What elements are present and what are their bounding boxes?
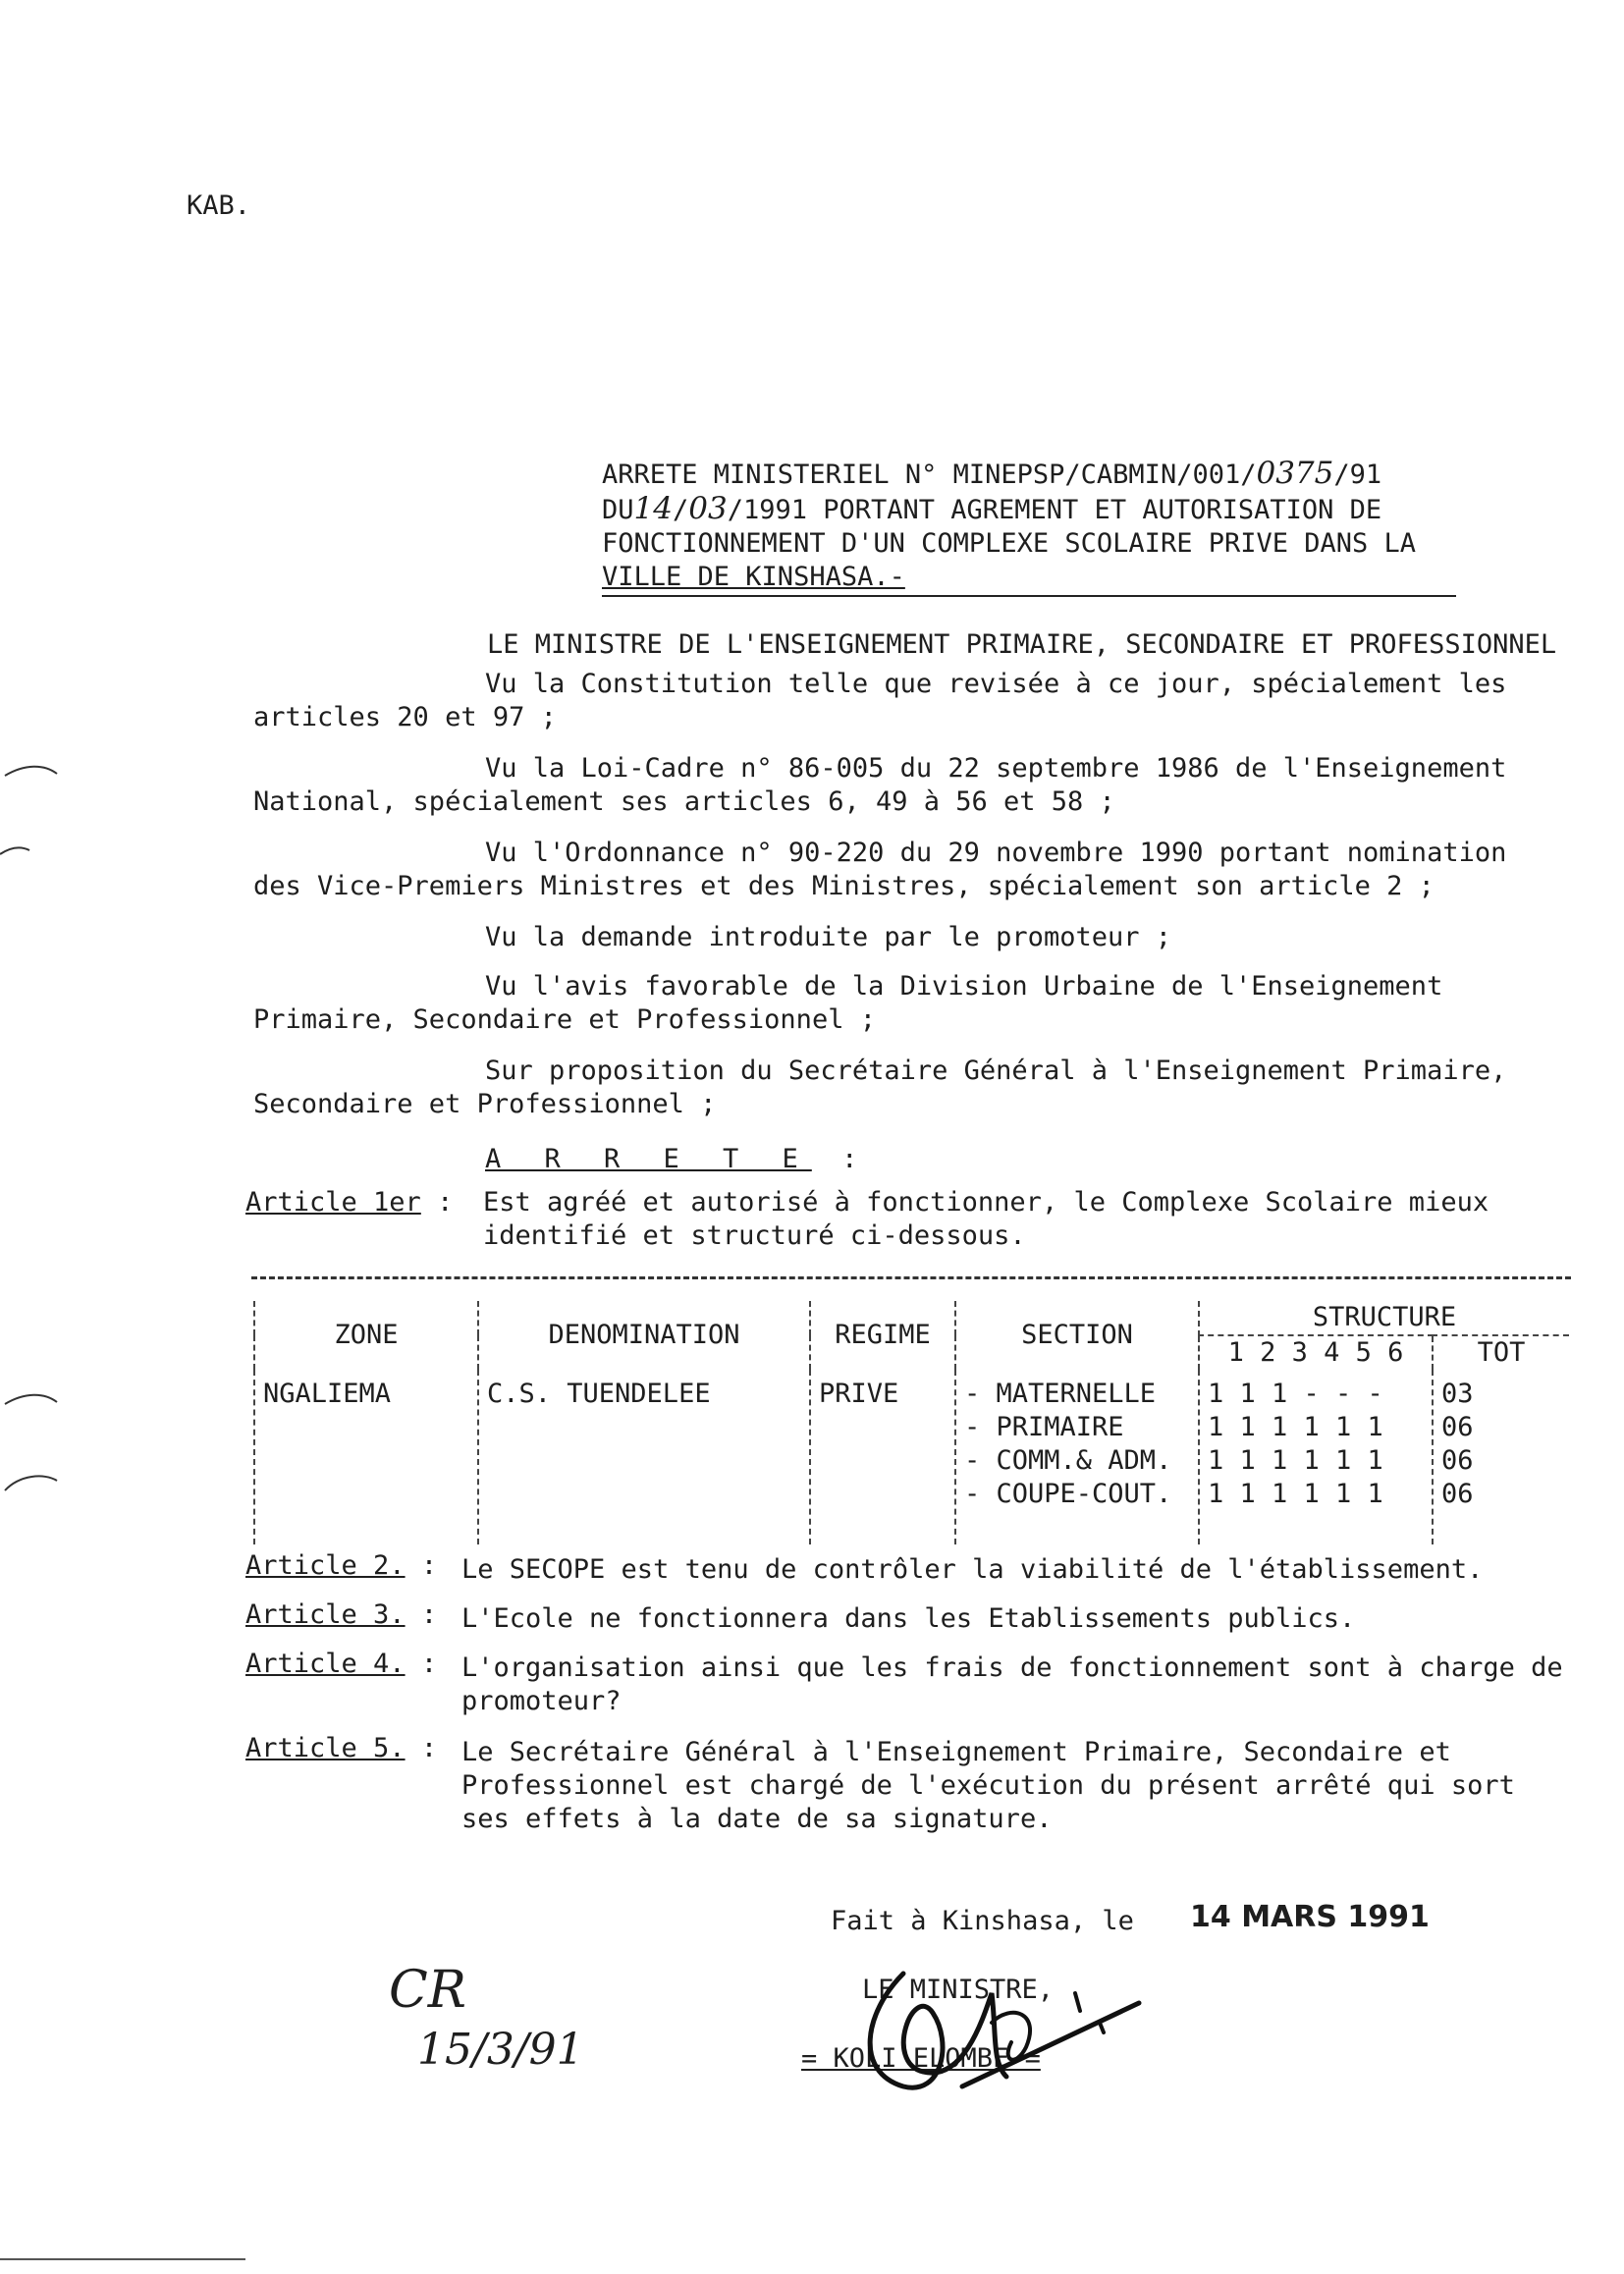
article-1-label: Article 1er : (245, 1187, 454, 1218)
cell-denomination: C.S. TUENDELEE (478, 1370, 810, 1544)
margin-mark (0, 1384, 59, 1424)
article-4-label: Article 4. : (245, 1649, 438, 1679)
article-5-text: Le Secrétaire Général à l'Enseignement Primaire, Secondaire et Professionnel est chargé de l'exécution du présent arrêté qui sort ses effets à la date de sa signature. (461, 1737, 1515, 1834)
article-5-label: Article 5. : (245, 1733, 438, 1763)
article-3-text: L'Ecole ne fonctionnera dans les Etablissements publics. (461, 1603, 1356, 1634)
margin-mark (0, 1463, 59, 1502)
cell-zone: NGALIEMA (254, 1370, 478, 1544)
article-2-label: Article 2. : (245, 1550, 438, 1581)
article-1-text: Est agréé et autorisé à fonctionner, le Complexe Scolaire mieux identifié et structuré ci-dessous. (483, 1187, 1489, 1251)
title-city: VILLE DE KINSHASA.- (602, 562, 905, 592)
years-coupe-cout: 1 1 1 1 1 1 (1208, 1478, 1383, 1509)
stamped-date: 14 MARS 1991 (1190, 1900, 1430, 1934)
arrete-heading: A R R E T E : (485, 1144, 872, 1174)
consideration-5: Vu l'avis favorable de la Division Urbaine de l'Enseignement Primaire, Secondaire et Professionnel ; (253, 971, 1443, 1035)
section-primaire: - PRIMAIRE (964, 1411, 1124, 1442)
title-year-suffix: /91 (1333, 460, 1382, 490)
col-header-total: TOT (1433, 1335, 1569, 1370)
cell-regime: PRIVE (810, 1370, 955, 1544)
minister-heading: LE MINISTRE DE L'ENSEIGNEMENT PRIMAIRE, SECONDAIRE ET PROFESSIONNEL (487, 629, 1557, 660)
margin-mark (0, 756, 59, 795)
signatory-title: LE MINISTRE, (862, 1975, 1055, 2005)
total-maternelle: 03 (1441, 1378, 1474, 1409)
annotation-initials: CR (389, 1961, 466, 2020)
total-coupe-cout: 06 (1441, 1478, 1474, 1509)
article-3-label: Article 3. : (245, 1599, 438, 1630)
years-primaire: 1 1 1 1 1 1 (1208, 1411, 1383, 1442)
years-comm-adm: 1 1 1 1 1 1 (1208, 1444, 1383, 1476)
col-header-section: SECTION (955, 1301, 1199, 1370)
signatory-name: = KOLI ELOMBE = (801, 2043, 1041, 2074)
article-2-text: Le SECOPE est tenu de contrôler la viabilité de l'établissement. (461, 1554, 1484, 1585)
article-4-text: L'organisation ainsi que les frais de fonctionnement sont à charge de promoteur? (461, 1652, 1563, 1716)
title-date-prefix: DU (602, 495, 634, 525)
col-header-denomination: DENOMINATION (478, 1301, 810, 1370)
title-underline (602, 595, 1456, 597)
decree-title (602, 457, 1456, 594)
cell-years (1199, 1370, 1433, 1544)
consideration-2: Vu la Loi-Cadre n° 86-005 du 22 septembre 1986 de l'Enseignement National, spécialement ses articles 6, 49 à 56 et 58 ; (253, 753, 1507, 817)
handwritten-month: 03 (688, 491, 728, 526)
table-row (254, 1370, 1569, 1544)
title-date-sep: / (672, 495, 689, 525)
document-reference: KAB. (187, 190, 251, 221)
consideration-4: Vu la demande introduite par le promoteur ; (485, 922, 1171, 952)
handwritten-day: 14 (633, 491, 673, 526)
handwritten-decree-number: 0375 (1256, 456, 1334, 491)
col-header-structure: STRUCTURE (1199, 1301, 1569, 1335)
margin-mark (0, 835, 59, 874)
annotation-date: 15/3/91 (417, 2025, 584, 2075)
col-header-years: 1 2 3 4 5 6 (1199, 1335, 1433, 1370)
section-comm-adm: - COMM.& ADM. (964, 1444, 1172, 1476)
consideration-1: Vu la Constitution telle que revisée à ce jour, spécialement les articles 20 et 97 ; (253, 669, 1507, 732)
years-maternelle: 1 1 1 - - - (1208, 1378, 1383, 1409)
handwritten-signature (844, 1954, 1159, 2111)
consideration-6: Sur proposition du Secrétaire Général à l'Enseignement Primaire, Secondaire et Professionnel ; (253, 1056, 1507, 1119)
col-header-regime: REGIME (810, 1301, 955, 1370)
total-comm-adm: 06 (1441, 1444, 1474, 1476)
total-primaire: 06 (1441, 1411, 1474, 1442)
col-header-zone: ZONE (254, 1301, 478, 1370)
cell-totals (1433, 1370, 1569, 1544)
title-prefix: ARRETE MINISTERIEL N° MINEPSP/CABMIN/001/ (602, 460, 1257, 490)
section-maternelle: - MATERNELLE (964, 1378, 1157, 1409)
consideration-3: Vu l'Ordonnance n° 90-220 du 29 novembre 1990 portant nomination des Vice-Premiers Ministres et des Ministres, spécialement son article 2 ; (253, 838, 1507, 901)
table-top-dashed-rule (251, 1276, 1571, 1279)
signature-place-date: Fait à Kinshasa, le (831, 1906, 1134, 1936)
scan-edge-line (0, 2258, 245, 2260)
section-coupe-cout: - COUPE-COUT. (964, 1478, 1172, 1509)
title-subject: /1991 PORTANT AGREMENT ET AUTORISATION DE FONCTIONNEMENT D'UN COMPLEXE SCOLAIRE PRIVE DANS LA (602, 495, 1417, 559)
cell-sections (955, 1370, 1199, 1544)
school-structure-table (253, 1301, 1569, 1544)
